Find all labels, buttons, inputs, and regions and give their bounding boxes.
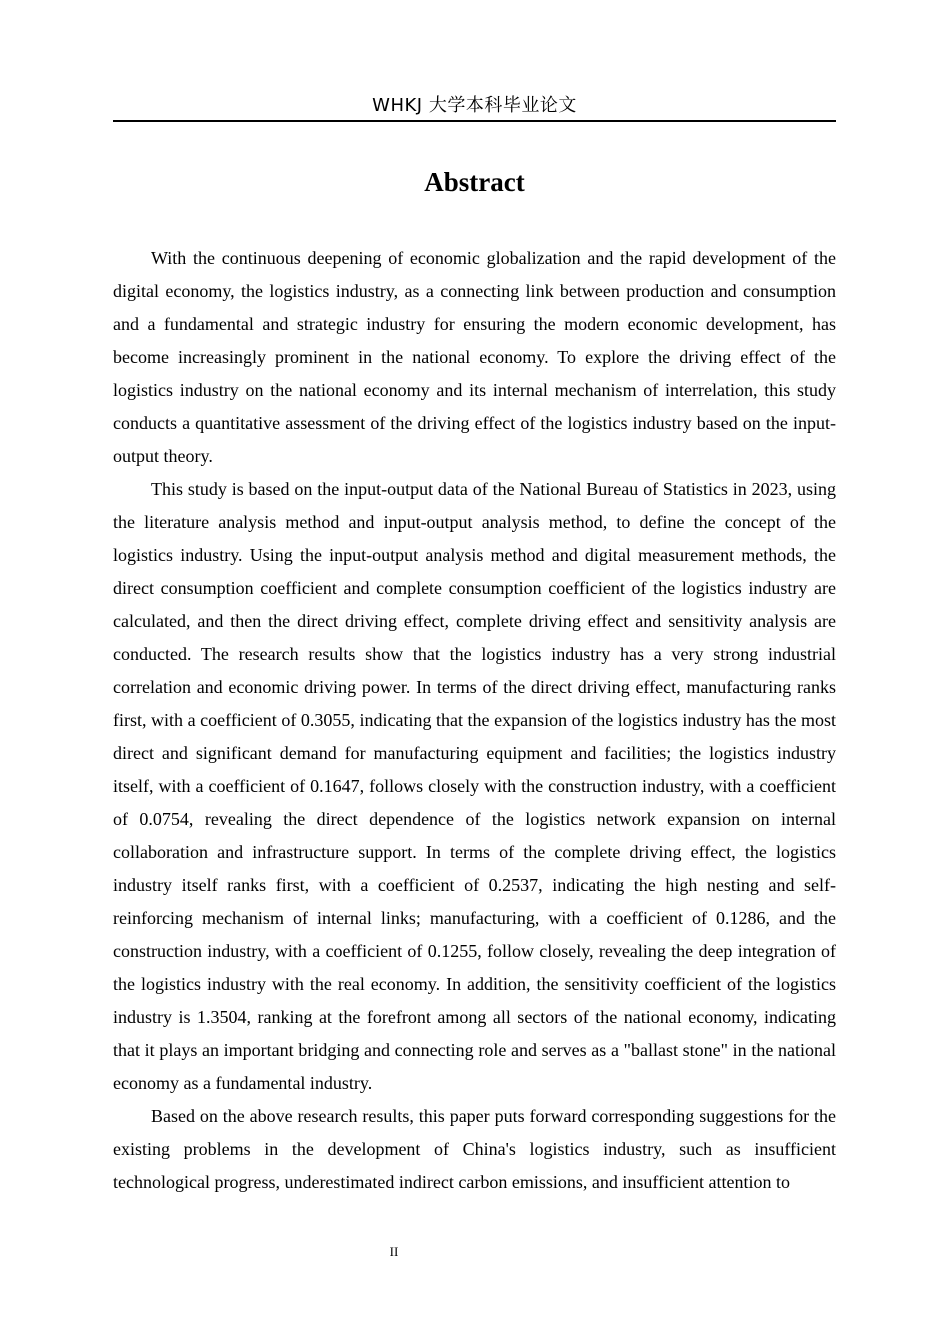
page-header [113,92,836,122]
page-header-title: WHKJ 大学本科毕业论文 [372,95,577,116]
abstract-body [113,242,836,1199]
abstract-paragraph-3: Based on the above research results, this paper puts forward corresponding suggestions for the existing problems in the development of China's logistics industry, such as insufficient technological progress, underestimated indirect carbon emissions, and insufficient attention to [113,1106,836,1192]
abstract-title: Abstract [424,167,525,197]
abstract-paragraph-1: With the continuous deepening of economic globalization and the rapid development of the digital economy, the logistics industry, as a connecting link between production and consumption and a fundamental and strategic industry for ensuring the modern economic development, has become increasingly prominent in the national economy. To explore the driving effect of the logistics industry on the national economy and its internal mechanism of interrelation, this study conducts a quantitative assessment of the driving effect of the logistics industry based on the input-output theory. [113,248,836,466]
abstract-paragraph-2: This study is based on the input-output data of the National Bureau of Statistics in 2023, using the literature analysis method and input-output analysis method, to define the concept of the logistics industry. Using the input-output analysis method and digital measurement methods, the direct consumption coefficient and complete consumption coefficient of the logistics industry are calculated, and then the direct driving effect, complete driving effect and sensitivity analysis are conducted. The research results show that the logistics industry has a very strong industrial correlation and economic driving power. In terms of the direct driving effect, manufacturing ranks first, with a coefficient of 0.3055, indicating that the expansion of the logistics industry has the most direct and significant demand for manufacturing equipment and facilities; the logistics industry itself, with a coefficient of 0.1647, follows closely with the construction industry, with a coefficient of 0.0754, revealing the direct dependence of the logistics network expansion on internal collaboration and infrastructure support. In terms of the complete driving effect, the logistics industry itself ranks first, with a coefficient of 0.2537, indicating the high nesting and self-reinforcing mechanism of internal links; manufacturing, with a coefficient of 0.1286, and the construction industry, with a coefficient of 0.1255, follow closely, revealing the deep integration of the logistics industry with the real economy. In addition, the sensitivity coefficient of the logistics industry is 1.3504, ranking at the forefront among all sectors of the national economy, indicating that it plays an important bridging and connecting role and serves as a "ballast stone" in the national economy as a fundamental industry. [113,479,836,1093]
page-number: II [389,1244,399,1259]
